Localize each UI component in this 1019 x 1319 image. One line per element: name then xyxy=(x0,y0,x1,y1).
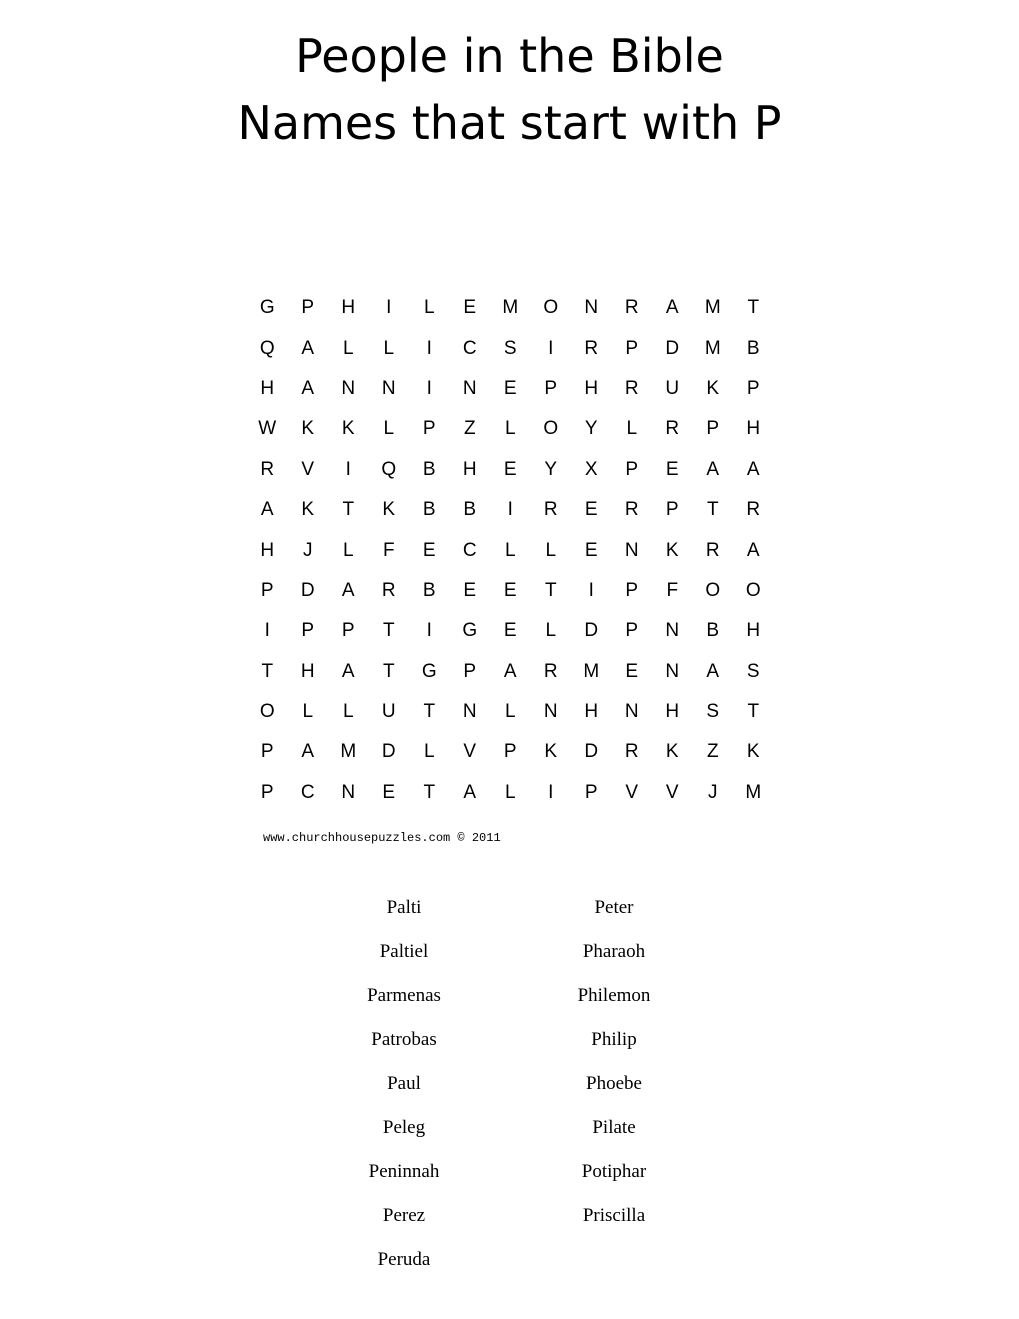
grid-letter: H xyxy=(260,377,275,399)
grid-letter: M xyxy=(340,741,357,763)
grid-letter: K xyxy=(301,499,315,521)
grid-letter: E xyxy=(463,297,477,319)
grid-letter: V xyxy=(625,781,639,803)
grid-letter: M xyxy=(745,781,762,803)
grid-letter: N xyxy=(462,377,477,399)
grid-letter: I xyxy=(426,620,432,642)
grid-letter: Y xyxy=(584,418,598,440)
grid-letter: L xyxy=(342,337,354,359)
grid-letter: P xyxy=(625,337,639,359)
grid-letter: A xyxy=(301,337,315,359)
grid-letter: K xyxy=(341,418,355,440)
word-list-item: Parmenas xyxy=(367,985,441,1006)
grid-letter: L xyxy=(342,701,354,723)
grid-letter: Q xyxy=(381,458,397,480)
grid-letter: E xyxy=(503,377,517,399)
grid-letter: A xyxy=(341,660,355,682)
grid-letter: I xyxy=(264,620,270,642)
word-list-item: Peninnah xyxy=(368,1161,440,1182)
grid-letter: P xyxy=(260,741,274,763)
grid-letter: A xyxy=(503,660,517,682)
grid-letter: G xyxy=(259,297,275,319)
grid-letter: K xyxy=(665,539,679,561)
grid-letter: N xyxy=(341,377,356,399)
grid-letter: E xyxy=(584,499,598,521)
grid-letter: S xyxy=(503,337,517,359)
grid-letter: L xyxy=(342,539,354,561)
grid-row xyxy=(247,328,774,368)
grid-row xyxy=(247,692,774,732)
grid-letter: A xyxy=(341,579,355,601)
grid-row xyxy=(247,530,774,570)
grid-letter: T xyxy=(423,781,436,803)
grid-letter: P xyxy=(301,297,315,319)
grid-letter: B xyxy=(422,458,436,480)
word-list-item: Peleg xyxy=(382,1117,426,1138)
grid-letter: O xyxy=(259,701,275,723)
grid-letter: E xyxy=(503,579,517,601)
grid-row xyxy=(247,288,774,328)
grid-letter: J xyxy=(708,781,718,803)
grid-letter: B xyxy=(463,499,477,521)
grid-letter: L xyxy=(504,418,516,440)
grid-letter: E xyxy=(382,781,396,803)
word-list-item: Paltiel xyxy=(379,941,429,962)
word-list-column-1 xyxy=(304,896,504,1292)
grid-letter: A xyxy=(301,741,315,763)
grid-letter: Y xyxy=(544,458,558,480)
grid-letter: L xyxy=(504,539,516,561)
word-list-item: Potiphar xyxy=(581,1161,647,1182)
grid-letter: N xyxy=(381,377,396,399)
grid-letter: E xyxy=(503,620,517,642)
grid-letter: R xyxy=(624,499,639,521)
grid-letter: I xyxy=(507,499,513,521)
grid-letter: P xyxy=(746,377,760,399)
copyright-credit: www.churchhousepuzzles.com © 2011 xyxy=(263,831,501,845)
grid-letter: R xyxy=(624,297,639,319)
grid-letter: F xyxy=(666,579,679,601)
grid-letter: A xyxy=(706,660,720,682)
word-list-item: Peter xyxy=(594,897,634,918)
grid-letter: S xyxy=(746,660,760,682)
grid-letter: L xyxy=(626,418,638,440)
word-list-item: Perez xyxy=(382,1205,426,1226)
grid-letter: I xyxy=(588,579,594,601)
grid-letter: Z xyxy=(463,418,476,440)
grid-letter: H xyxy=(746,620,761,642)
grid-letter: O xyxy=(543,418,559,440)
grid-letter: I xyxy=(426,337,432,359)
grid-letter: B xyxy=(706,620,720,642)
grid-letter: P xyxy=(584,781,598,803)
grid-letter: B xyxy=(422,579,436,601)
grid-letter: D xyxy=(300,579,315,601)
grid-letter: H xyxy=(584,701,599,723)
grid-row xyxy=(247,409,774,449)
grid-letter: R xyxy=(381,579,396,601)
grid-letter: H xyxy=(746,418,761,440)
grid-letter: P xyxy=(341,620,355,642)
word-search-grid xyxy=(247,288,774,813)
grid-letter: F xyxy=(382,539,395,561)
grid-letter: A xyxy=(746,458,760,480)
grid-row xyxy=(247,732,774,772)
grid-letter: H xyxy=(300,660,315,682)
grid-letter: K xyxy=(665,741,679,763)
grid-letter: A xyxy=(260,499,274,521)
grid-letter: K xyxy=(301,418,315,440)
grid-row xyxy=(247,611,774,651)
grid-letter: K xyxy=(706,377,720,399)
grid-letter: I xyxy=(548,781,554,803)
grid-letter: P xyxy=(625,579,639,601)
grid-letter: M xyxy=(502,297,519,319)
grid-letter: L xyxy=(545,620,557,642)
grid-letter: B xyxy=(422,499,436,521)
grid-letter: N xyxy=(665,620,680,642)
grid-letter: D xyxy=(665,337,680,359)
grid-letter: A xyxy=(301,377,315,399)
grid-letter: H xyxy=(584,377,599,399)
grid-letter: L xyxy=(383,418,395,440)
word-list-item: Palti xyxy=(386,897,422,918)
grid-letter: V xyxy=(301,458,315,480)
grid-letter: S xyxy=(706,701,720,723)
grid-letter: R xyxy=(624,377,639,399)
grid-letter: A xyxy=(706,458,720,480)
grid-letter: H xyxy=(260,539,275,561)
grid-letter: T xyxy=(544,579,557,601)
grid-letter: K xyxy=(544,741,558,763)
grid-letter: C xyxy=(300,781,315,803)
grid-letter: O xyxy=(705,579,721,601)
grid-letter: N xyxy=(624,701,639,723)
grid-letter: N xyxy=(665,660,680,682)
grid-letter: T xyxy=(423,701,436,723)
grid-letter: D xyxy=(584,620,599,642)
grid-letter: R xyxy=(624,741,639,763)
grid-letter: T xyxy=(382,660,395,682)
grid-letter: E xyxy=(463,579,477,601)
grid-letter: O xyxy=(745,579,761,601)
grid-letter: G xyxy=(462,620,478,642)
grid-letter: M xyxy=(704,297,721,319)
grid-letter: L xyxy=(383,337,395,359)
grid-letter: V xyxy=(665,781,679,803)
grid-letter: K xyxy=(382,499,396,521)
grid-letter: Z xyxy=(706,741,719,763)
grid-row xyxy=(247,652,774,692)
grid-letter: R xyxy=(746,499,761,521)
grid-letter: P xyxy=(503,741,517,763)
grid-letter: I xyxy=(386,297,392,319)
grid-letter: G xyxy=(421,660,437,682)
grid-letter: A xyxy=(746,539,760,561)
grid-letter: V xyxy=(463,741,477,763)
grid-letter: D xyxy=(381,741,396,763)
grid-letter: L xyxy=(423,741,435,763)
grid-letter: T xyxy=(342,499,355,521)
word-list-item: Phoebe xyxy=(586,1073,642,1094)
grid-letter: L xyxy=(504,781,516,803)
grid-row xyxy=(247,369,774,409)
grid-letter: E xyxy=(665,458,679,480)
grid-letter: P xyxy=(301,620,315,642)
grid-letter: E xyxy=(422,539,436,561)
grid-letter: C xyxy=(462,539,477,561)
grid-letter: I xyxy=(548,337,554,359)
grid-letter: M xyxy=(583,660,600,682)
grid-letter: I xyxy=(345,458,351,480)
grid-letter: J xyxy=(303,539,313,561)
word-list-item: Peruda xyxy=(377,1249,431,1270)
grid-letter: U xyxy=(665,377,680,399)
grid-letter: W xyxy=(258,418,277,440)
grid-letter: P xyxy=(706,418,720,440)
grid-letter: T xyxy=(747,297,760,319)
grid-letter: P xyxy=(260,579,274,601)
grid-row xyxy=(247,490,774,530)
grid-letter: L xyxy=(545,539,557,561)
word-list-item: Paul xyxy=(387,1073,421,1094)
grid-letter: B xyxy=(746,337,760,359)
grid-letter: E xyxy=(625,660,639,682)
grid-letter: H xyxy=(665,701,680,723)
grid-letter: L xyxy=(423,297,435,319)
grid-letter: E xyxy=(584,539,598,561)
grid-letter: P xyxy=(422,418,436,440)
grid-letter: U xyxy=(381,701,396,723)
grid-letter: C xyxy=(462,337,477,359)
word-list-column-2 xyxy=(514,896,714,1248)
grid-letter: T xyxy=(382,620,395,642)
grid-row xyxy=(247,773,774,813)
grid-letter: O xyxy=(543,297,559,319)
grid-letter: N xyxy=(624,539,639,561)
grid-letter: P xyxy=(625,458,639,480)
grid-letter: T xyxy=(261,660,274,682)
word-list-item: Philemon xyxy=(577,985,651,1006)
grid-letter: P xyxy=(260,781,274,803)
grid-letter: N xyxy=(543,701,558,723)
word-list-item: Philip xyxy=(591,1029,637,1050)
grid-letter: H xyxy=(341,297,356,319)
word-list-item: Pilate xyxy=(592,1117,636,1138)
grid-letter: X xyxy=(584,458,598,480)
page-subtitle: Names that start with P xyxy=(237,96,782,150)
grid-letter: T xyxy=(706,499,719,521)
grid-letter: R xyxy=(584,337,599,359)
word-list-item: Pharaoh xyxy=(582,941,646,962)
grid-letter: R xyxy=(543,499,558,521)
grid-letter: A xyxy=(463,781,477,803)
word-list-item: Priscilla xyxy=(582,1205,646,1226)
page-title: People in the Bible xyxy=(295,29,724,83)
grid-letter: D xyxy=(584,741,599,763)
grid-letter: P xyxy=(665,499,679,521)
grid-letter: R xyxy=(705,539,720,561)
word-list-item: Patrobas xyxy=(371,1029,437,1050)
grid-letter: Q xyxy=(259,337,275,359)
grid-letter: H xyxy=(462,458,477,480)
grid-letter: L xyxy=(504,701,516,723)
grid-row xyxy=(247,571,774,611)
grid-letter: I xyxy=(426,377,432,399)
grid-letter: N xyxy=(462,701,477,723)
grid-row xyxy=(247,450,774,490)
grid-letter: A xyxy=(665,297,679,319)
grid-letter: T xyxy=(747,701,760,723)
grid-letter: N xyxy=(584,297,599,319)
grid-letter: R xyxy=(260,458,275,480)
grid-letter: L xyxy=(302,701,314,723)
grid-letter: M xyxy=(704,337,721,359)
grid-letter: P xyxy=(544,377,558,399)
grid-letter: P xyxy=(463,660,477,682)
grid-letter: R xyxy=(665,418,680,440)
grid-letter: P xyxy=(625,620,639,642)
grid-letter: N xyxy=(341,781,356,803)
grid-letter: K xyxy=(746,741,760,763)
grid-letter: R xyxy=(543,660,558,682)
grid-letter: E xyxy=(503,458,517,480)
